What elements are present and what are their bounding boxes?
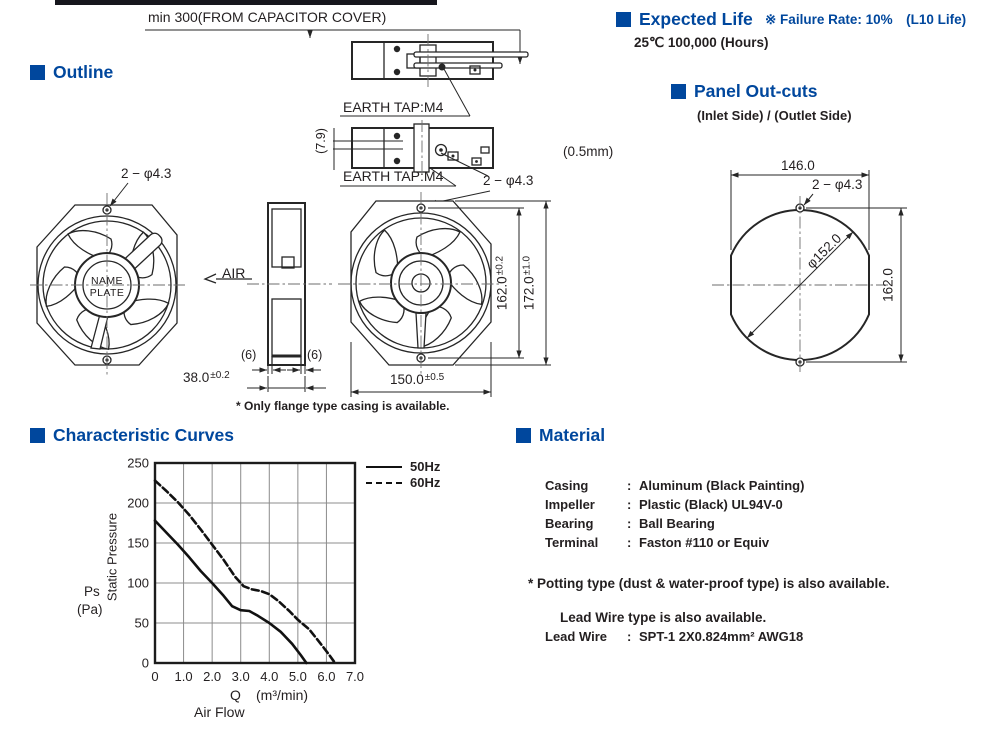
flange-note: * Only flange type casing is available. [236, 399, 450, 413]
material-row-impeller: Impeller : Plastic (Black) UL94V-0 [545, 497, 783, 512]
curves-section-title [30, 425, 234, 446]
x-axis-unit: (m³/min) [256, 687, 309, 703]
mounting-holes-label-rear: 2 − φ4.3 [483, 173, 534, 188]
solid-line-icon [366, 466, 402, 468]
svg-text:50: 50 [134, 615, 149, 631]
hole-pitch-dimension: $162.0^{\pm 0.2}$ [494, 255, 510, 311]
leadwire-row: Lead Wire : SPT-1 2X0.824mm² AWG18 [545, 629, 804, 644]
fan-side-view [247, 203, 332, 392]
depth-dimension: $38.0^{\pm 0.2}$ [183, 370, 230, 385]
svg-text:6.0: 6.0 [317, 669, 336, 684]
capacitor-bottom-view [333, 120, 493, 204]
x-axis-symbol: Q [230, 687, 241, 703]
name-plate [90, 275, 124, 299]
y-axis-symbol: Ps [84, 584, 100, 599]
panel-width-dimension: 146.0 [781, 158, 815, 173]
svg-text:4.0: 4.0 [260, 669, 279, 684]
expected-life-title-text: Expected Life [639, 9, 753, 29]
x-axis-name: Air Flow [194, 704, 245, 720]
material-row-bearing: Bearing : Ball Bearing [545, 516, 715, 531]
section-bullet-icon [30, 65, 45, 80]
air-flow-label: AIR [222, 265, 246, 281]
section-bullet-icon [30, 428, 45, 443]
panel-outcut-drawing [712, 170, 907, 374]
svg-text:0: 0 [141, 655, 149, 671]
svg-text:5.0: 5.0 [288, 669, 307, 684]
expected-life-section-title [616, 9, 753, 30]
section-bullet-icon [516, 428, 531, 443]
failure-rate-note: ※ Failure Rate: 10% (L10 Life) [765, 12, 967, 27]
legend-label-60hz: 60Hz [410, 475, 441, 490]
frame-height-dimension: $172.0^{\pm 1.0}$ [521, 255, 537, 311]
earth-tap-label-bottom: EARTH TAP:M4 [343, 168, 444, 184]
curves-title-text: Characteristic Curves [53, 425, 234, 445]
fan-rear-view [338, 192, 551, 397]
earth-tap-label-top: EARTH TAP:M4 [343, 99, 444, 115]
panel-diameter-dimension: φ152.0 [803, 230, 845, 272]
min300-dimension-lines [145, 30, 520, 64]
material-title-text: Material [539, 425, 606, 445]
expected-life-value: 25℃ 100,000 (Hours) [634, 35, 769, 50]
panel-height-dimension: 162.0 [880, 268, 896, 302]
name-plate-line1: NAME [91, 274, 123, 287]
potting-note: * Potting type (dust & water-proof type) is also available. [528, 576, 890, 591]
dashed-line-icon [366, 482, 402, 484]
legend-item-60hz [366, 475, 440, 490]
foot-dim-right: (6) [307, 348, 323, 362]
panel-outcuts-section-title [671, 81, 818, 102]
panel-outcuts-subtitle: (Inlet Side) / (Outlet Side) [697, 108, 852, 123]
outline-title-text: Outline [53, 62, 114, 82]
y-axis-unit: (Pa) [77, 602, 103, 617]
svg-text:250: 250 [127, 455, 149, 471]
foot-dim-left: (6) [241, 348, 257, 362]
chart-legend [366, 459, 440, 491]
svg-text:150: 150 [127, 535, 149, 551]
svg-text:2.0: 2.0 [203, 669, 222, 684]
name-plate-line2: PLATE [89, 287, 125, 299]
material-row-terminal: Terminal : Faston #110 or Equiv [545, 535, 770, 550]
offset-dimension-label: (7.9) [314, 128, 328, 154]
svg-text:200: 200 [127, 495, 149, 511]
section-bullet-icon [671, 84, 686, 99]
section-bullet-icon [616, 12, 631, 27]
legend-item-50hz [366, 459, 440, 474]
svg-text:0: 0 [151, 669, 159, 684]
y-axis-label: Static Pressure [104, 512, 120, 602]
svg-text:100: 100 [127, 575, 149, 591]
min300-dimension-label: min 300(FROM CAPACITOR COVER) [148, 9, 387, 25]
material-row-casing: Casing : Aluminum (Black Painting) [545, 478, 805, 493]
panel-outcuts-title-text: Panel Out-cuts [694, 81, 818, 101]
mounting-holes-label-front: 2 − φ4.3 [121, 166, 172, 181]
svg-text:7.0: 7.0 [345, 669, 365, 684]
svg-text:1.0: 1.0 [174, 669, 193, 684]
material-section-title [516, 425, 605, 446]
svg-text:3.0: 3.0 [231, 669, 250, 684]
characteristic-curves-chart [115, 452, 395, 692]
panel-holes-label: 2 − φ4.3 [812, 177, 863, 192]
legend-label-50hz: 50Hz [410, 459, 441, 474]
material-table [545, 479, 804, 555]
leadwire-note: Lead Wire type is also available. [560, 610, 767, 625]
gap-note-label: (0.5mm) [563, 144, 614, 159]
width-dimension: $150.0^{\pm 0.5}$ [390, 372, 445, 387]
outline-section-title [30, 62, 113, 83]
